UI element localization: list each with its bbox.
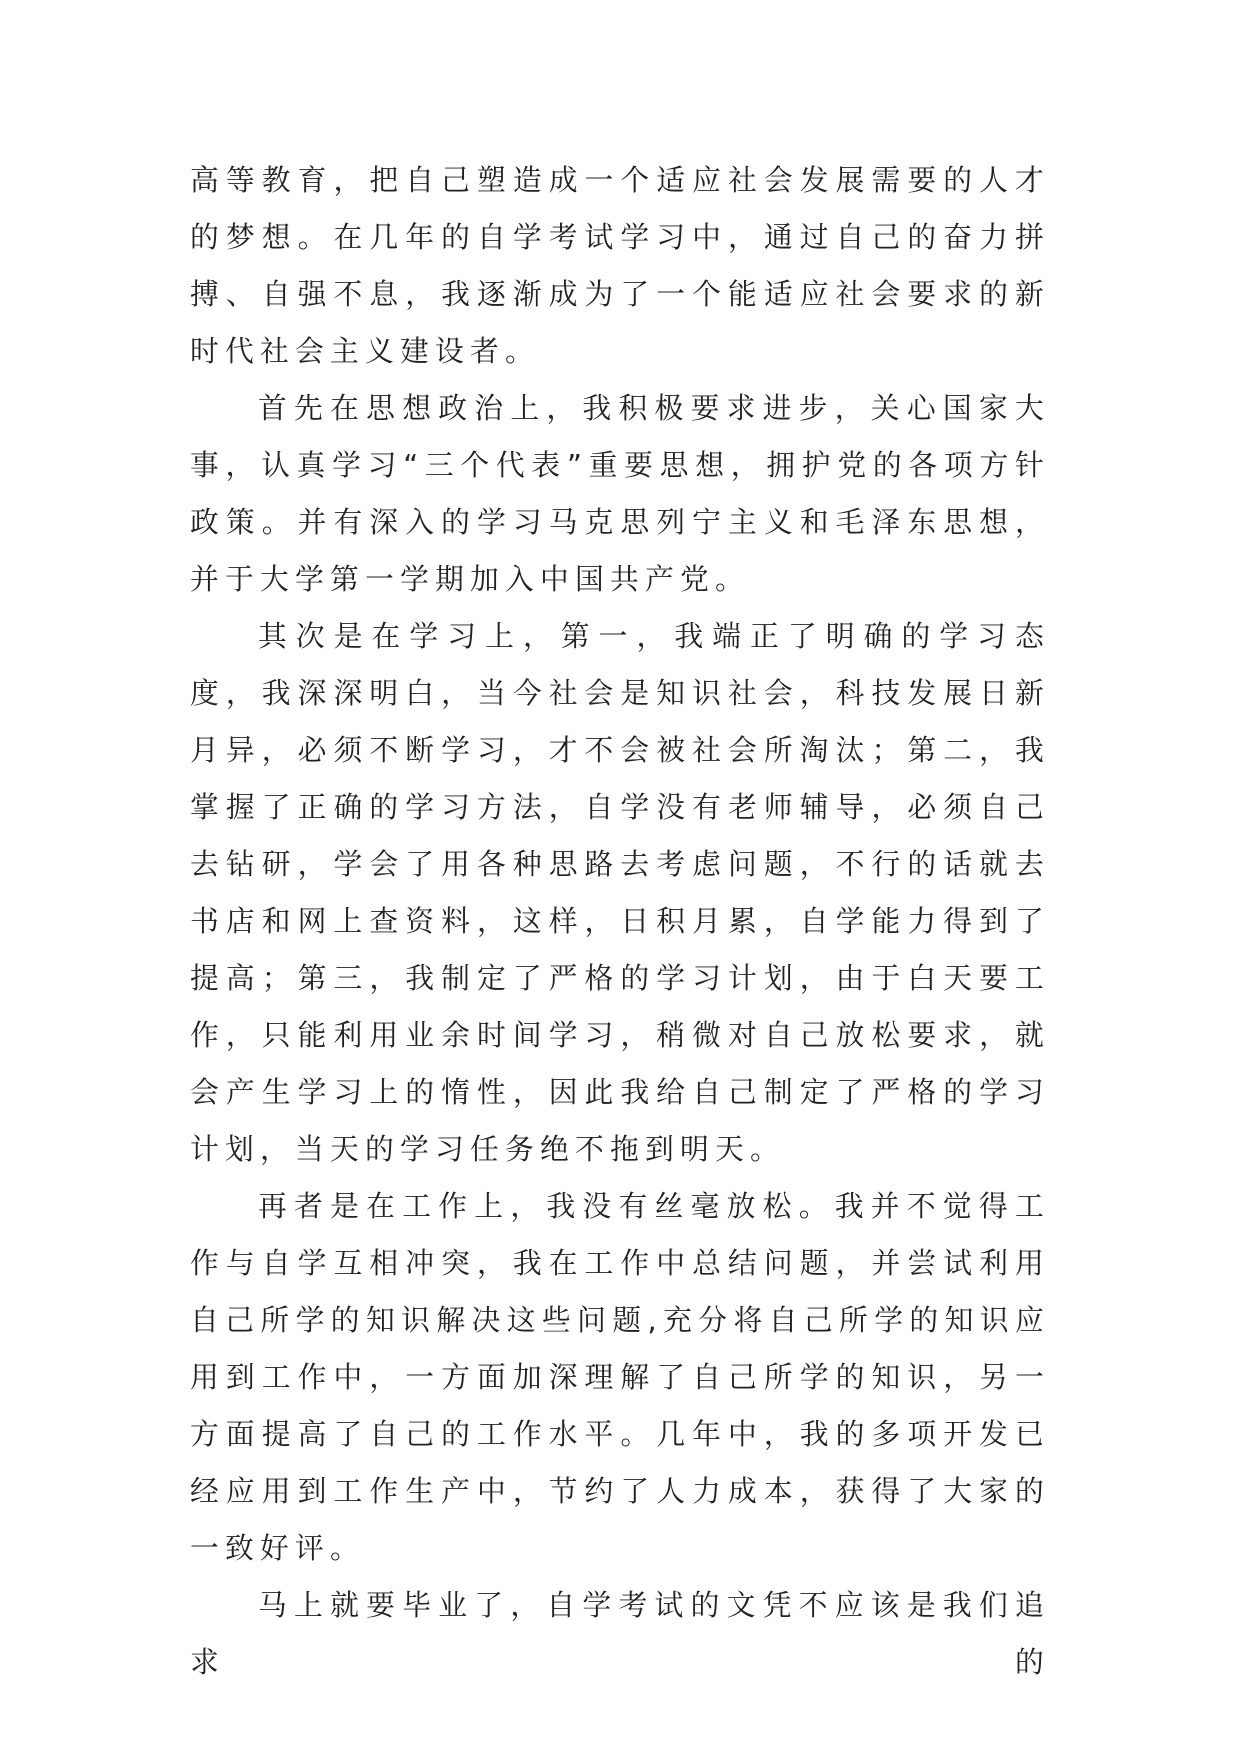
paragraph-2: 首先在思想政治上，我积极要求进步，关心国家大事，认真学习“三个代表”重要思想，拥护党的各项方针政策。并有深入的学习马克思列宁主义和毛泽东思想，并于大学第一学期加入中国共产党。 xyxy=(190,391,1050,596)
paragraph-4: 再者是在工作上，我没有丝毫放松。我并不觉得工作与自学互相冲突，我在工作中总结问题，并尝试利用自己所学的知识解决这些问题,充分将自己所学的知识应用到工作中，一方面加深理解了自己所学的知识，另一方面提高了自己的工作水平。几年中，我的多项开发已经应用到工作生产中，节约了人力成本，获得了大家的一致好评。 xyxy=(190,1189,1050,1565)
paragraph-5: 马上就要毕业了，自学考试的文凭不应该是我们追求的 xyxy=(190,1588,1050,1679)
paragraph-1: 高等教育，把自己塑造成一个适应社会发展需要的人才的梦想。在几年的自学考试学习中，通过自己的奋力拼搏、自强不息，我逐渐成为了一个能适应社会要求的新时代社会主义建设者。 xyxy=(190,163,1050,368)
paragraph-3: 其次是在学习上，第一，我端正了明确的学习态度，我深深明白，当今社会是知识社会，科技发展日新月异，必须不断学习，才不会被社会所淘汰；第二，我掌握了正确的学习方法，自学没有老师辅导，必须自己去钻研，学会了用各种思路去考虑问题，不行的话就去书店和网上查资料，这样，日积月累，自学能力得到了提高；第三，我制定了严格的学习计划，由于白天要工作，只能利用业余时间学习，稍微对自己放松要求，就会产生学习上的惰性，因此我给自己制定了严格的学习计划，当天的学习任务绝不拖到明天。 xyxy=(190,619,1050,1166)
document-body xyxy=(190,152,1050,1691)
